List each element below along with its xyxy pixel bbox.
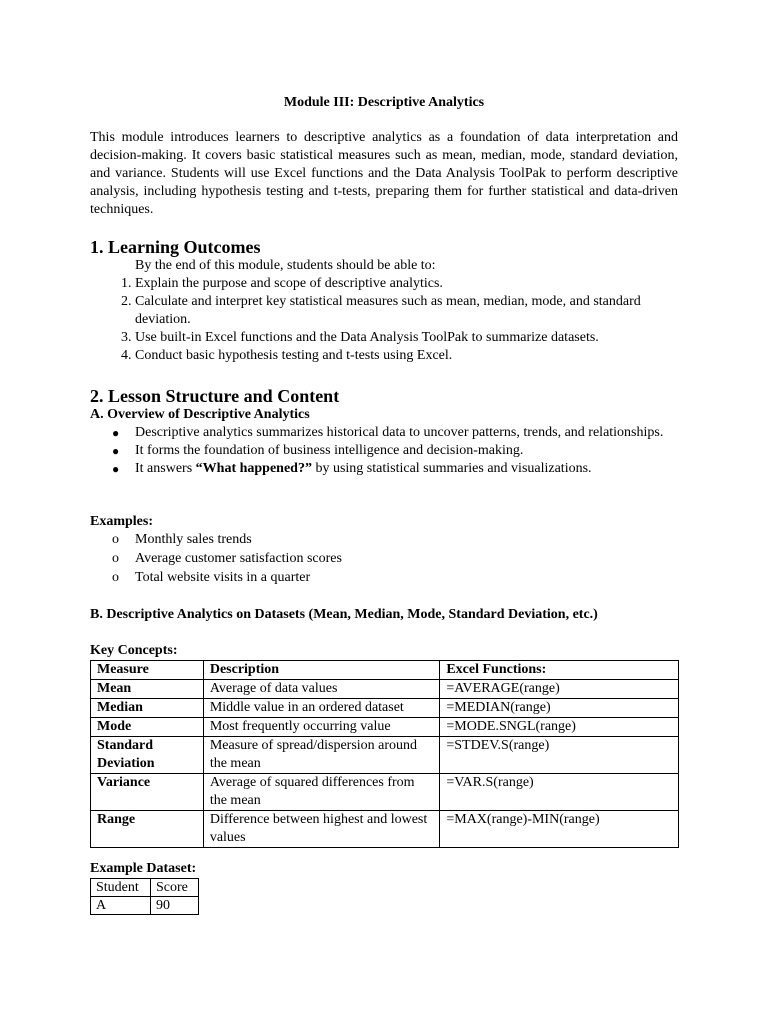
table-cell: Standard Deviation — [91, 737, 204, 774]
table-header: Excel Functions: — [440, 661, 679, 680]
table-header: Measure — [91, 661, 204, 680]
bullet-icon: ● — [112, 462, 120, 476]
page-title: Module III: Descriptive Analytics — [283, 95, 485, 110]
list-item: o Average customer satisfaction scores — [112, 551, 342, 566]
table-cell: A — [91, 897, 151, 915]
list-item: ● It answers “What happened?” by using statistical summaries and visualizations. — [112, 461, 592, 476]
table-cell: Range — [91, 811, 204, 848]
table-cell: Variance — [91, 774, 204, 811]
table-header-row — [91, 879, 199, 897]
table-cell: Most frequently occurring value — [203, 718, 440, 737]
table-row — [91, 897, 199, 915]
table-row — [91, 699, 679, 718]
overview-bullet-list — [90, 424, 678, 478]
table-header: Student — [91, 879, 151, 897]
table-cell: =AVERAGE(range) — [440, 680, 679, 699]
table-cell: =MAX(range)-MIN(range) — [440, 811, 679, 848]
table-header: Score — [151, 879, 199, 897]
table-row — [91, 680, 679, 699]
list-item: o Monthly sales trends — [112, 532, 252, 547]
section-heading-lesson-structure: 2. Lesson Structure and Content — [90, 386, 340, 406]
example-dataset-table — [90, 878, 199, 915]
table-row — [91, 718, 679, 737]
list-item: 4. Conduct basic hypothesis testing and t-tests using Excel. — [135, 347, 678, 365]
example-dataset-label: Example Dataset: — [90, 861, 197, 876]
table-cell: Difference between highest and lowest values — [203, 811, 440, 848]
table-row — [91, 774, 679, 811]
table-cell: 90 — [151, 897, 199, 915]
list-item: 2. Calculate and interpret key statistical measures such as mean, median, mode, and standard deviation. — [135, 293, 678, 329]
list-item: 3. Use built-in Excel functions and the Data Analysis ToolPak to summarize datasets. — [135, 329, 678, 347]
list-item: o Total website visits in a quarter — [112, 570, 311, 585]
subheading-datasets: B. Descriptive Analytics on Datasets (Mean, Median, Mode, Standard Deviation, etc.) — [90, 607, 598, 622]
subheading-overview: A. Overview of Descriptive Analytics — [90, 407, 310, 422]
table-cell: =MODE.SNGL(range) — [440, 718, 679, 737]
table-cell: Average of squared differences from the mean — [203, 774, 440, 811]
table-cell: Median — [91, 699, 204, 718]
key-concepts-table — [90, 660, 679, 848]
table-cell: Average of data values — [203, 680, 440, 699]
table-cell: Middle value in an ordered dataset — [203, 699, 440, 718]
bullet-icon: ● — [112, 444, 120, 458]
table-header: Description — [203, 661, 440, 680]
list-item: ● Descriptive analytics summarizes historical data to uncover patterns, trends, and relationships. — [112, 425, 664, 440]
key-concepts-label: Key Concepts: — [90, 643, 178, 658]
emphasis-text: “What happened?” — [195, 461, 312, 476]
examples-list — [90, 531, 678, 588]
circle-bullet-icon: o — [112, 532, 119, 547]
table-header-row — [91, 661, 679, 680]
list-item: ● It forms the foundation of business intelligence and decision-making. — [112, 443, 524, 458]
table-cell: Mode — [91, 718, 204, 737]
table-cell: Mean — [91, 680, 204, 699]
circle-bullet-icon: o — [112, 570, 119, 585]
bullet-icon: ● — [112, 426, 120, 440]
table-cell: =VAR.S(range) — [440, 774, 679, 811]
table-cell: =MEDIAN(range) — [440, 699, 679, 718]
outcomes-list — [90, 275, 678, 365]
list-item: 1. Explain the purpose and scope of descriptive analytics. — [135, 275, 678, 293]
table-cell: =STDEV.S(range) — [440, 737, 679, 774]
circle-bullet-icon: o — [112, 551, 119, 566]
examples-label: Examples: — [90, 514, 153, 529]
table-row — [91, 737, 679, 774]
intro-paragraph: This module introduces learners to descriptive analytics as a foundation of data interpretation and decision-making. It covers basic statistical measures such as mean, median, mode, standard deviation, and variance. Students will use Excel functions and the Data Analysis ToolPak to perform descriptive analysis, including hypothesis testing and t-tests, preparing them for further statistical and data-driven techniques. — [90, 130, 678, 217]
table-cell: Measure of spread/dispersion around the mean — [203, 737, 440, 774]
section-heading-learning-outcomes: 1. Learning Outcomes — [90, 237, 261, 257]
table-row — [91, 811, 679, 848]
outcomes-lead: By the end of this module, students should be able to: — [135, 258, 436, 273]
